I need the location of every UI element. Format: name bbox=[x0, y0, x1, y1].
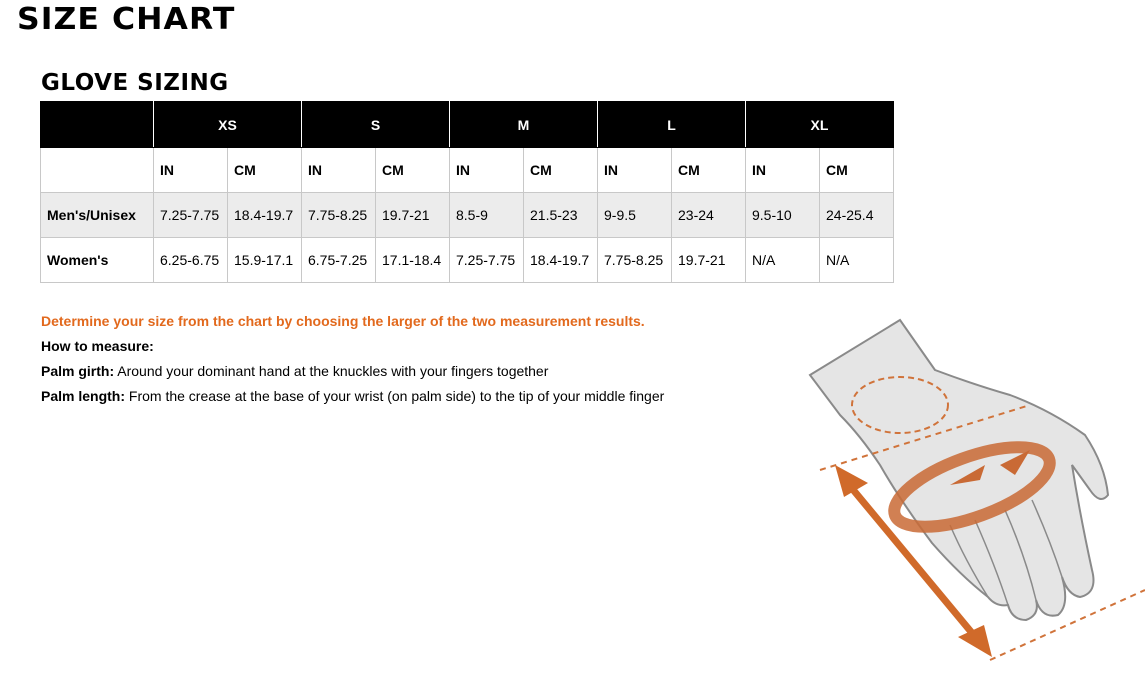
table-row bbox=[41, 238, 894, 283]
header-corner-cell bbox=[41, 102, 154, 148]
table-cell: 6.75-7.25 bbox=[302, 238, 376, 283]
table-cell: 24-25.4 bbox=[820, 193, 894, 238]
unit-cm: CM bbox=[376, 148, 450, 193]
size-header-xl: XL bbox=[746, 102, 894, 148]
hand-measurement-icon bbox=[800, 315, 1145, 670]
table-cell: 17.1-18.4 bbox=[376, 238, 450, 283]
table-cell: 18.4-19.7 bbox=[228, 193, 302, 238]
table-cell: 8.5-9 bbox=[450, 193, 524, 238]
palm-girth-label: Palm girth: bbox=[41, 363, 115, 379]
table-cell: 15.9-17.1 bbox=[228, 238, 302, 283]
unit-cm: CM bbox=[820, 148, 894, 193]
page-title: SIZE CHART bbox=[17, 2, 236, 37]
size-header-xs: XS bbox=[154, 102, 302, 148]
size-header-s: S bbox=[302, 102, 450, 148]
table-cell: 18.4-19.7 bbox=[524, 238, 598, 283]
palm-girth-text: Around your dominant hand at the knuckles with your fingers together bbox=[114, 363, 549, 379]
table-cell: 7.25-7.75 bbox=[154, 193, 228, 238]
unit-in: IN bbox=[154, 148, 228, 193]
units-row bbox=[41, 148, 894, 193]
size-tip: Determine your size from the chart by choosing the larger of the two measurement results. bbox=[41, 313, 645, 329]
unit-cm: CM bbox=[228, 148, 302, 193]
table-cell: 9.5-10 bbox=[746, 193, 820, 238]
unit-in: IN bbox=[302, 148, 376, 193]
palm-length-label: Palm length: bbox=[41, 388, 126, 404]
row-label-women: Women's bbox=[41, 238, 154, 283]
table-cell: N/A bbox=[820, 238, 894, 283]
table-cell: N/A bbox=[746, 238, 820, 283]
palm-length-line bbox=[41, 384, 664, 409]
units-corner-cell bbox=[41, 148, 154, 193]
table-cell: 23-24 bbox=[672, 193, 746, 238]
size-header-m: M bbox=[450, 102, 598, 148]
glove-size-table bbox=[40, 101, 894, 283]
table-cell: 7.75-8.25 bbox=[302, 193, 376, 238]
table-cell: 9-9.5 bbox=[598, 193, 672, 238]
table-cell: 7.75-8.25 bbox=[598, 238, 672, 283]
palm-girth-line bbox=[41, 359, 664, 384]
palm-length-text: From the crease at the base of your wrist (on palm side) to the tip of your middle finger bbox=[125, 388, 665, 404]
unit-cm: CM bbox=[524, 148, 598, 193]
unit-in: IN bbox=[450, 148, 524, 193]
table-cell: 7.25-7.75 bbox=[450, 238, 524, 283]
size-header-l: L bbox=[598, 102, 746, 148]
measurement-instructions bbox=[41, 309, 664, 409]
table-cell: 21.5-23 bbox=[524, 193, 598, 238]
hand-shape bbox=[810, 320, 1108, 620]
how-to-measure-heading: How to measure: bbox=[41, 338, 154, 354]
section-title: GLOVE SIZING bbox=[41, 70, 229, 96]
table-cell: 6.25-6.75 bbox=[154, 238, 228, 283]
table-cell: 19.7-21 bbox=[376, 193, 450, 238]
unit-in: IN bbox=[746, 148, 820, 193]
table-cell: 19.7-21 bbox=[672, 238, 746, 283]
size-header-row bbox=[41, 102, 894, 148]
unit-cm: CM bbox=[672, 148, 746, 193]
unit-in: IN bbox=[598, 148, 672, 193]
table-row bbox=[41, 193, 894, 238]
row-label-men: Men's/Unisex bbox=[41, 193, 154, 238]
